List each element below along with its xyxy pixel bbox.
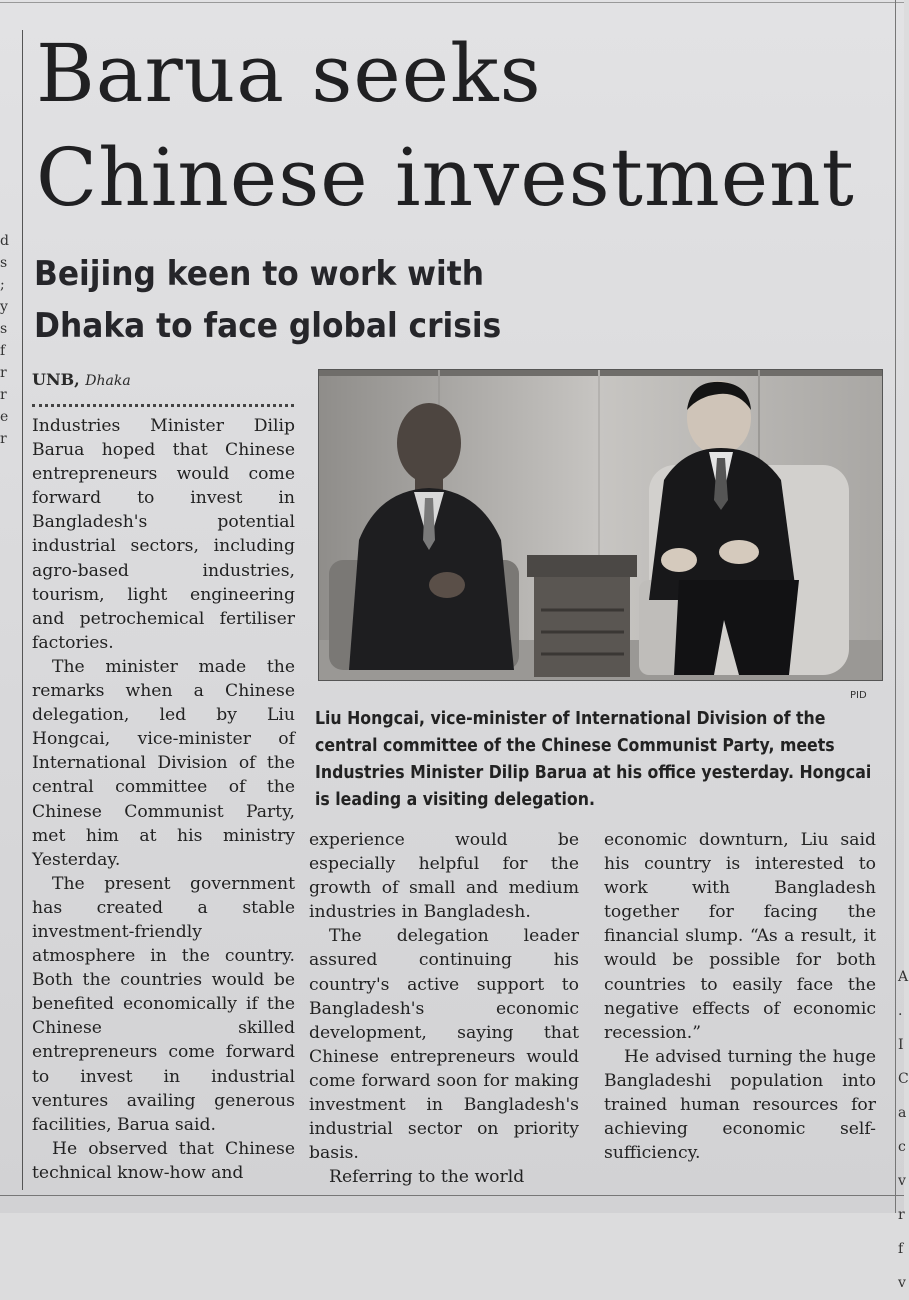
- paragraph: experience would be especially helpful for the growth of small and medium industries in Bangladesh.: [309, 830, 579, 923]
- byline: [32, 370, 131, 389]
- fragment-letter: y: [0, 299, 8, 315]
- fragment-letter: r: [0, 365, 7, 381]
- fragment-letter: A: [898, 969, 909, 985]
- paragraph: He advised turning the huge Bangladeshi population into trained human resources for achieving economic self-sufficiency.: [604, 1046, 876, 1164]
- fragment-letter: s: [0, 321, 8, 337]
- fragment-letter: C: [898, 1071, 909, 1087]
- paragraph: Referring to the world: [329, 1167, 525, 1188]
- fragment-letter: v: [898, 1275, 906, 1291]
- left-column-rule: [22, 30, 23, 1190]
- paragraph: He observed that Chinese technical know-how and: [32, 1138, 295, 1183]
- article-subheadline: Beijing keen to work with Dhaka to face global crisis: [34, 254, 502, 346]
- paragraph: The delegation leader assured continuing his country's active support to Bangladesh's economic development, saying that Chinese entrepreneurs would come forward soon for making investment in Bangladesh's industrial sector on priority basis.: [309, 926, 579, 1164]
- byline-dateline: Dhaka: [85, 373, 131, 389]
- paragraph: economic downturn, Liu said his country is interested to work with Bangladesh together for facing the financial slump. “As a result, it would be possible for both countries to easily face the negative effects of economic recession.”: [604, 830, 876, 1043]
- byline-agency: UNB,: [32, 370, 80, 389]
- article-column-2: [309, 828, 579, 1189]
- paragraph: Industries Minister Dilip Barua hoped that Chinese entrepreneurs would come forward to invest in Bangladesh's potential industrial sectors, including agro-based industries, tourism, light engineering and petrochemical fertiliser factories.: [32, 416, 295, 653]
- meeting-photo-illustration: [319, 370, 882, 680]
- adjacent-article-fragment-left: [0, 230, 12, 450]
- article-column-1: [32, 414, 295, 1185]
- fragment-letter: v: [898, 1173, 906, 1189]
- article-headline: Barua seeks Chinese investment: [36, 27, 855, 224]
- fragment-letter: d: [0, 233, 9, 249]
- fragment-letter: c: [898, 1139, 906, 1155]
- news-photo: [318, 369, 883, 681]
- bottom-rule: [0, 1195, 904, 1196]
- fragment-letter: r: [0, 387, 7, 403]
- fragment-letter: ;: [0, 277, 5, 293]
- top-rule: [0, 2, 904, 3]
- adjacent-article-fragment-right: [898, 960, 909, 1300]
- fragment-letter: s: [0, 255, 8, 271]
- fragment-letter: e: [0, 409, 9, 425]
- photo-credit: PID: [850, 690, 867, 701]
- fragment-letter: f: [0, 343, 6, 359]
- fragment-letter: r: [898, 1207, 905, 1223]
- byline-dotted-rule: [32, 404, 294, 407]
- fragment-letter: f: [898, 1241, 904, 1257]
- article-column-3: [604, 828, 876, 1165]
- paragraph: The present government has created a stable investment-friendly atmosphere in the country. Both the countries would be benefited economically if the Chinese skilled entrepreneurs come forward to invest in industrial ventures availing generous facilities, Barua said.: [32, 873, 295, 1135]
- fragment-letter: a: [898, 1105, 907, 1121]
- fragment-letter: I: [898, 1037, 904, 1053]
- paragraph: The minister made the remarks when a Chinese delegation, led by Liu Hongcai, vice-minister of International Division of the central committee of the Chinese Communist Party, met him at his ministry Yesterday.: [32, 656, 295, 870]
- right-column-rule: [895, 0, 896, 1213]
- photo-caption: Liu Hongcai, vice-minister of International Division of the central committee of the Chinese Communist Party, meets Industries Minister Dilip Barua at his office yesterday. Hongcai is leading a visiting delegation.: [315, 709, 872, 810]
- fragment-letter: .: [898, 1003, 903, 1019]
- fragment-letter: r: [0, 431, 7, 447]
